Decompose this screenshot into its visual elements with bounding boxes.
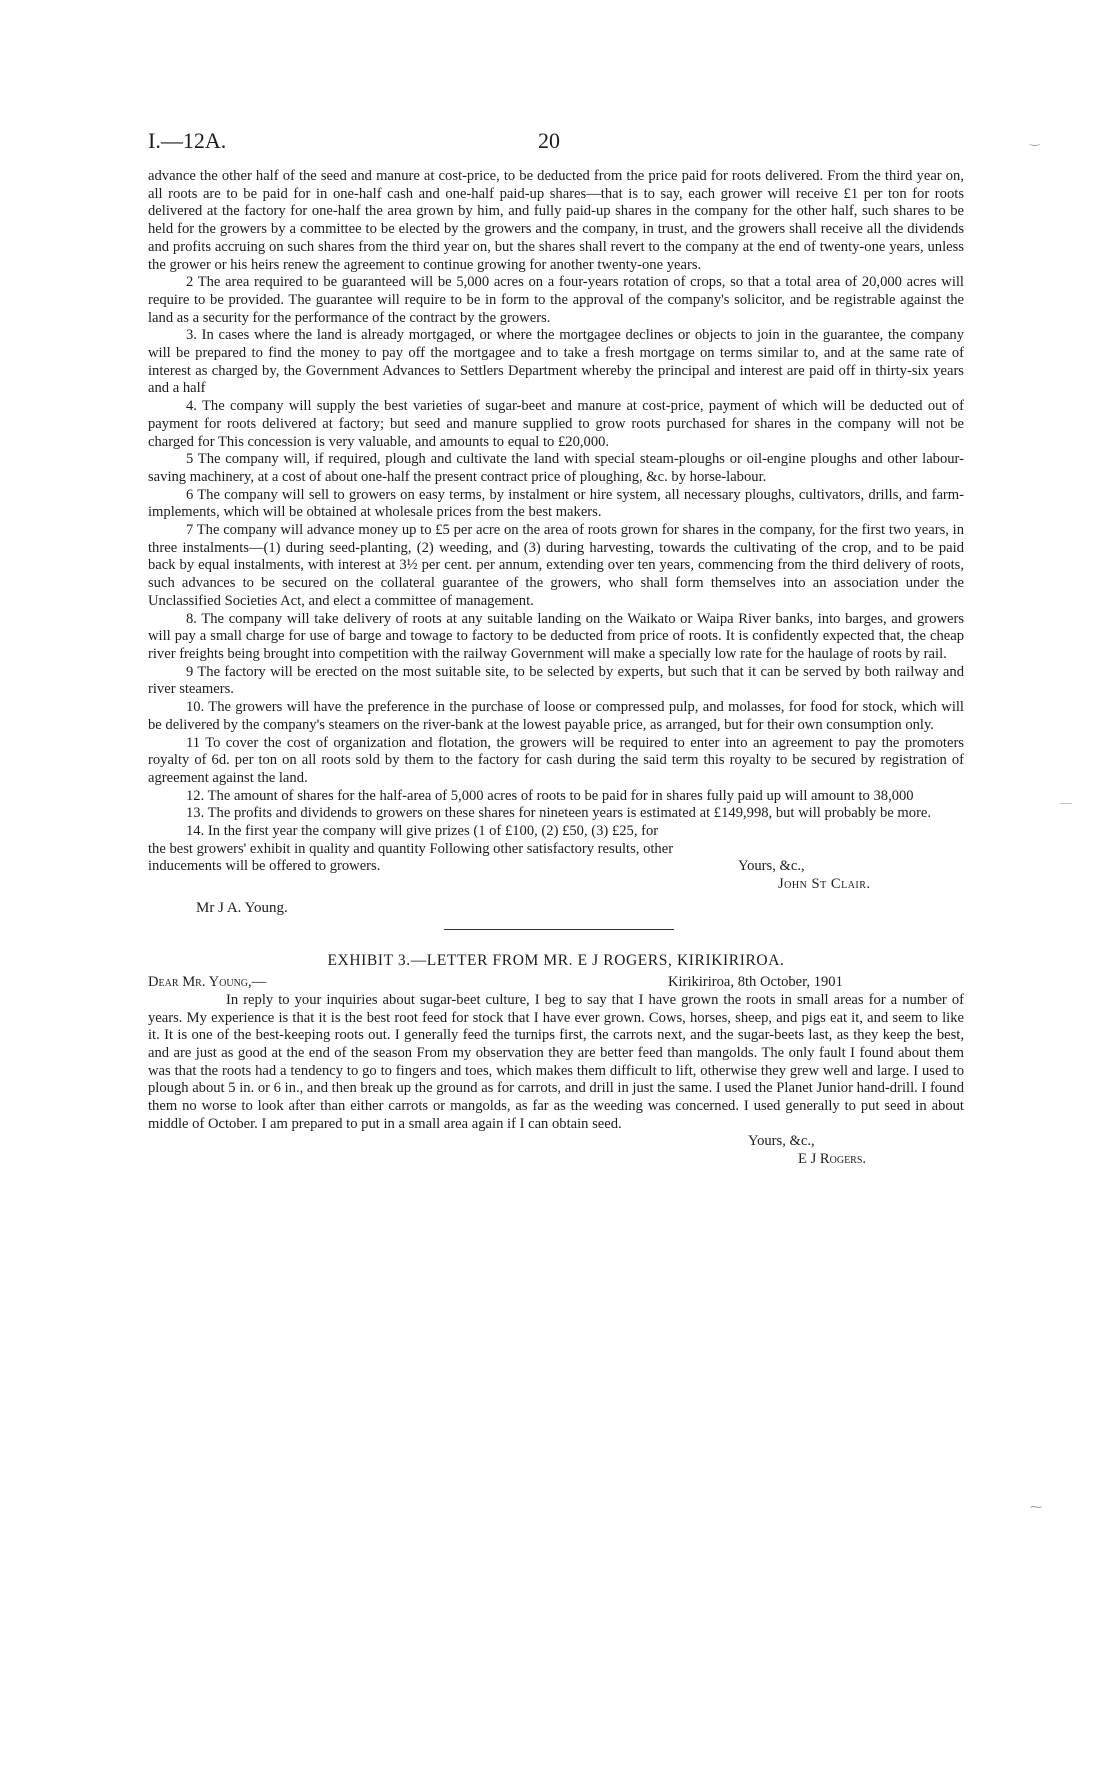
signature: John St Clair. [778, 876, 871, 893]
margin-mark: — [1060, 795, 1072, 809]
paragraph-11: 11 To cover the cost of organization and flotation, the growers will be required to enter into an agreement to pay the promoters royalty of 6d. per ton on all roots sold by them to the factory for cash during the said term this royalty to be secured by registration of agreement against the land. [148, 734, 964, 786]
exhibit-signature: E J Rogers. [798, 1151, 867, 1168]
salutation: Dear Mr. Young,— [148, 973, 267, 990]
salutation-row [148, 974, 964, 992]
paragraph-14-line-1: 14. In the first year the company will give prizes (1 of £100, (2) £50, (3) £25, for [186, 823, 659, 840]
section-divider [444, 929, 674, 930]
margin-mark: ‿ [1030, 132, 1040, 146]
paragraph-7: 7 The company will advance money up to £5 per acre on the area of roots grown for shares in the company, for the first two years, in three instalments—(1) during seed-planting, (2) weeding, and (3) during harvesting, towards the cultivating of the crop, and to be paid back by equal instalments, with interest at 3½ per cent. per annum, extending over ten years, commencing from the third delivery of roots, such advances to be secured on the collateral guarantee of the growers, who shall form themselves into an association under the Unclassified Societies Act, and elect a committee of management. [148, 522, 964, 609]
paragraph-13: 13. The profits and dividends to growers on these shares for nineteen years is estimated at £149,998, but will probably be more. [186, 805, 932, 822]
paragraph-8: 8. The company will take delivery of roots at any suitable landing on the Waikato or Waipa River banks, into barges, and growers will pay a small charge for use of barge and towage to factory to be deducted from price of roots. It is confidently expected that, the cheap river freights being brought into competition with the railway Government will make a specially low rate for the haulage of roots by rail. [148, 610, 964, 662]
paragraph-3: 3. In cases where the land is already mortgaged, or where the mortgagee declines or objects to join in the guarantee, the company will be prepared to find the money to pay off the mortgagee and to take a fresh mortgage on terms similar to, and at the same rate of interest as charged by, the Government Advances to Settlers Department whereby the principal and interest are paid off in thirty-six years and a half [148, 327, 964, 397]
page-number: 20 [538, 128, 560, 153]
margin-mark: ⁓ [1030, 1500, 1042, 1514]
letter-body [148, 168, 964, 894]
paragraph-10: 10. The growers will have the preference in the purchase of loose or compressed pulp, and molasses, for food for stock, which will be delivered by the company's steamers on the river-bank at the lowest payable price, as arranged, but for their own consumption only. [148, 699, 964, 733]
paragraph-4: 4. The company will supply the best varieties of sugar-beet and manure at cost-price, payment of which will be deducted out of payment for roots delivered at factory; but seed and manure supplied to grow roots purchased for shares in the company will not be charged for This concession is very valuable, and amounts to equal to £20,000. [148, 398, 964, 450]
paragraph-6: 6 The company will sell to growers on easy terms, by instalment or hire system, all necessary ploughs, cultivators, drills, and farm-implements, which will be obtained at wholesale prices from the best makers. [148, 486, 964, 521]
paragraph-continued: advance the other half of the seed and manure at cost-price, to be deducted from the price paid for roots delivered. From the third year on, all roots are to be paid for in one-half cash and one-half paid-up shares—that is to say, each grower will receive £1 per ton for roots delivered at the factory for one-half the area grown by him, and fully paid-up shares in the company for the other half, such shares to be held for the growers by a committee to be elected by the growers and the company, in trust, and the growers shall receive all the dividends and profits accruing on such shares from the third year on, but the shares shall revert to the company at the end of twenty-one years, unless the grower or his heirs renew the agreement to continue growing for another twenty-one years. [148, 168, 964, 273]
paragraph-2: 2 The area required to be guaranteed will be 5,000 acres on a four-years rotation of crops, so that a total area of 20,000 acres will require to be provided. The guarantee will require to be in form to the approval of the company's solicitor, and be registrable against the land as a security for the performance of the contract by the growers. [148, 274, 964, 326]
document-reference: I.—12A. [148, 128, 227, 153]
closing-row [148, 858, 964, 876]
document-page [148, 128, 964, 1169]
addressee: Mr J A. Young. [196, 899, 288, 916]
exhibit-closing: Yours, &c., [748, 1133, 815, 1150]
exhibit-title: EXHIBIT 3.—LETTER FROM MR. E J ROGERS, KIRIKIRIROA. [327, 951, 785, 969]
paragraph-14-line-3: inducements will be offered to growers. [148, 858, 381, 875]
closing-yours: Yours, &c., [738, 858, 805, 875]
paragraph-14-line-2: the best growers' exhibit in quality and quantity Following other satisfactory results, other [148, 840, 674, 857]
paragraph-9: 9 The factory will be erected on the most suitable site, to be selected by experts, but such that it can be served by both railway and river steamers. [148, 663, 964, 698]
page-header [148, 128, 964, 168]
paragraph-12: 12. The amount of shares for the half-area of 5,000 acres of roots to be paid for in shares fully paid up will amount to 38,000 [186, 787, 914, 804]
paragraph-5: 5 The company will, if required, plough and cultivate the land with special steam-ploughs or oil-engine ploughs and other labour-saving machinery, at a cost of about one-half the present contract price of ploughing, &c. by horse-labour. [148, 451, 964, 485]
exhibit-body: In reply to your inquiries about sugar-beet culture, I beg to say that I have grown the roots in small areas for a number of years. My experience is that it is the best root feed for stock that I have ever grown. Cows, horses, sheep, and pigs eat it, and seem to like it. It is one of the best-keeping roots out. I generally feed the turnips first, the carrots next, and the sugar-beets last, as they keep the best, and are just as good at the end of the season From my observation they are better feed than mangolds. The only fault I found about them was that the roots had a tendency to go to fingers and toes, which makes them difficult to lift, otherwise they grew well and large. I used to plough about 5 in. or 6 in., and then break up the ground as for carrots, and drill in just the same. I used the Planet Junior hand-drill. I found them no worse to look after than either carrots or mangolds, as far as the weeding was concerned. I used generally to put seed in about middle of October. I am prepared to put in a small area again if I can obtain seed. [148, 991, 964, 1132]
exhibit-letter [148, 974, 964, 1169]
place-date: Kirikiriroa, 8th October, 1901 [668, 973, 843, 990]
